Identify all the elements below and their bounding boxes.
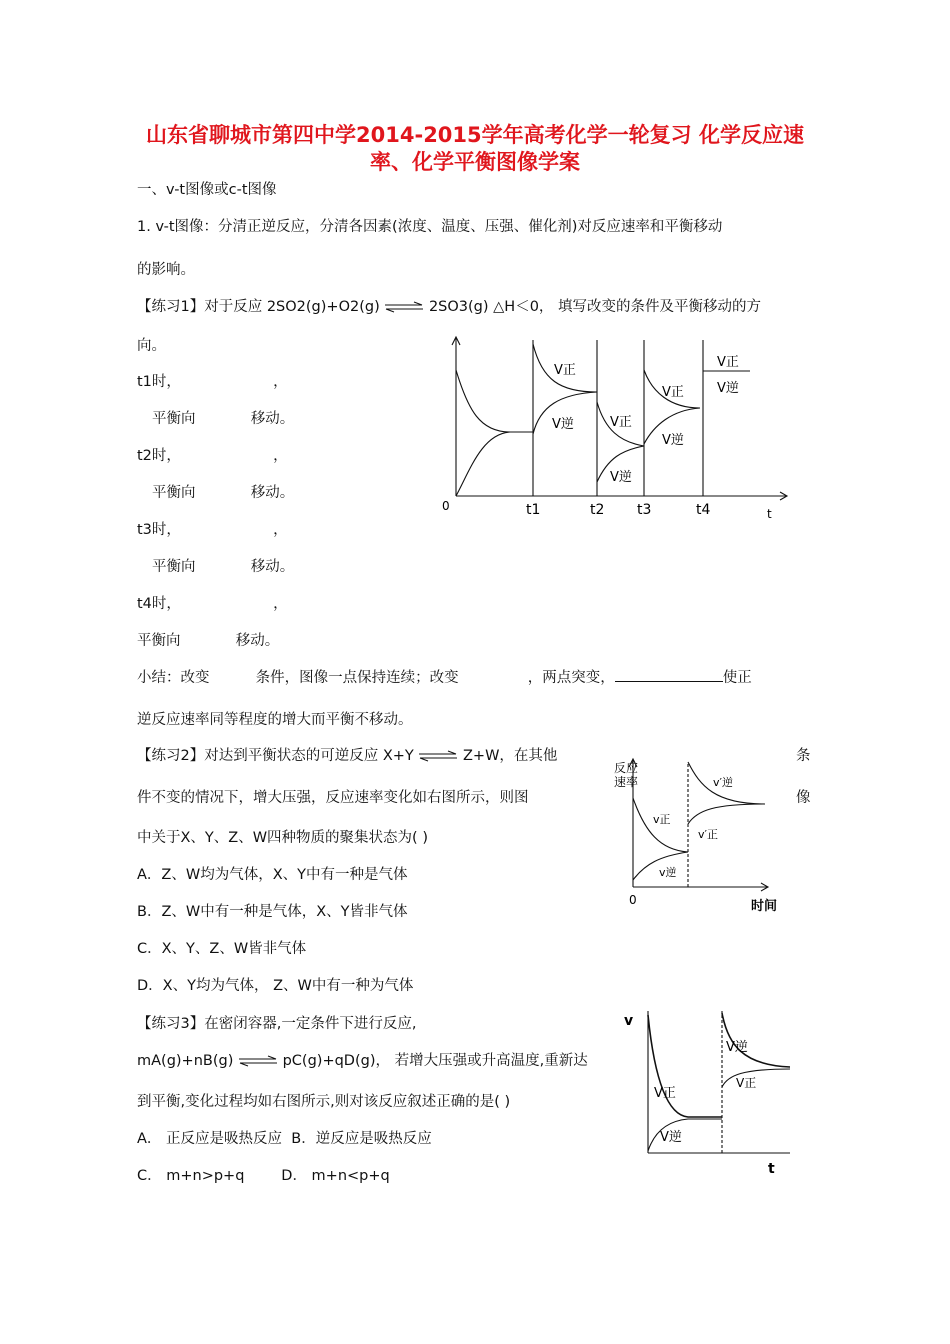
ex3-line2a: mA(g)+nB(g) — [137, 1053, 234, 1069]
ex2-option-d: D．X、Y均为气体， Z、W中有一种为气体 — [137, 978, 414, 994]
ex1-t1: t1时， ， — [137, 374, 288, 390]
ex1-line2: 向。 — [137, 338, 166, 354]
graph1-label-vz-1: V正 — [554, 363, 576, 378]
ex2-option-a: A．Z、W均为气体，X、Y中有一种是气体 — [137, 867, 408, 883]
item1-line1: 1. v-t图像：分清正逆反应，分清各因素(浓度、温度、压强、催化剂)对反应速率和平衡移动 — [137, 219, 723, 235]
ex2-line1 — [137, 744, 557, 765]
graph2-label-vn: v逆 — [659, 866, 677, 879]
ex1-prefix: 【练习1】对于反应 2SO2(g)+O2(g) — [137, 299, 380, 315]
graph1-label-vn-3: V逆 — [662, 433, 684, 448]
graph1-t4: t4 — [696, 502, 711, 518]
curve-v-forward-prime — [688, 804, 765, 824]
ex3-line2b: pC(g)+qD(g)， 若增大压强或升高温度,重新达 — [282, 1053, 588, 1069]
curve-v-forward-0 — [456, 370, 533, 432]
graph2-label-vzp: v′正 — [698, 828, 719, 841]
summary-part1: 小结：改变 条件，图像一点保持连续；改变 ，两点突变， — [137, 670, 615, 686]
graph3-label-vn1: V逆 — [726, 1040, 748, 1055]
ex2-right1: 条 — [796, 748, 811, 764]
graph1-t2: t2 — [590, 502, 605, 518]
ex2-line1a: 【练习2】对达到平衡状态的可逆反应 X+Y — [137, 748, 414, 764]
graph2-ylabel-1: 反应 — [614, 761, 639, 775]
graph1-label-vz-3: V正 — [662, 385, 684, 400]
ex1-t4: t4时， ， — [137, 596, 288, 612]
title-line-1: 山东省聊城市第四中学2014-2015学年高考化学一轮复习 化学反应速 — [146, 123, 804, 147]
graph2-origin: 0 — [629, 893, 637, 907]
ex1-t2-shift: 平衡向 移动。 — [152, 485, 295, 501]
summary-line1 — [137, 666, 752, 687]
item1-line2: 的影响。 — [137, 262, 195, 278]
ex2-option-c: C．X、Y、Z、W皆非气体 — [137, 941, 307, 957]
ex1-t2: t2时， ， — [137, 448, 288, 464]
graph2-ylabel-2: 速率 — [614, 775, 639, 789]
ex2-line2: 件不变的情况下，增大压强，反应速率变化如右图所示，则图 — [137, 790, 529, 806]
ex1-line1 — [137, 295, 761, 316]
graph2-label-vz: v正 — [653, 813, 671, 826]
ex2-line3: 中关于X、Y、Z、W四种物质的聚集状态为( ) — [137, 830, 428, 846]
ex3-options-cd: C． m+n>p+q D． m+n<p+q — [137, 1168, 390, 1184]
vt-graph-3 — [618, 1005, 798, 1180]
vt-graph-2 — [605, 752, 785, 917]
graph2-label-vnp: v′逆 — [713, 776, 734, 789]
graph2-xlabel: 时间 — [751, 899, 778, 914]
section-heading: 一、v-t图像或c-t图像 — [137, 182, 277, 198]
ex3-line1: 【练习3】在密闭容器,一定条件下进行反应, — [137, 1016, 417, 1032]
ex1-t4-shift: 平衡向 移动。 — [137, 633, 280, 649]
ex1-t1-shift: 平衡向 移动。 — [152, 411, 295, 427]
ex2-line1b: Z+W，在其他 — [463, 748, 558, 764]
equilibrium-arrow-icon — [418, 750, 458, 762]
summary-blank — [615, 667, 723, 682]
graph1-label-vz-2: V正 — [610, 415, 632, 430]
ex3-line3: 到平衡,变化过程均如右图所示,则对该反应叙述正确的是( ) — [137, 1094, 511, 1110]
graph3-t: t — [768, 1161, 775, 1177]
ex2-option-b: B．Z、W中有一种是气体，X、Y皆非气体 — [137, 904, 408, 920]
equilibrium-arrow-icon — [238, 1055, 278, 1067]
graph1-label-vz-4: V正 — [717, 355, 739, 370]
graph3-label-vz2: V正 — [654, 1086, 676, 1101]
graph3-label-vz1: V正 — [736, 1076, 757, 1090]
ex1-t3: t3时， ， — [137, 522, 288, 538]
equilibrium-arrow-icon — [384, 301, 424, 313]
page-title — [110, 122, 840, 176]
ex1-t3-shift: 平衡向 移动。 — [152, 559, 295, 575]
vt-graph-1 — [430, 330, 800, 525]
ex1-suffix: 2SO3(g) △H＜0， 填写改变的条件及平衡移动的方 — [428, 299, 762, 315]
graph1-label-vn-4: V逆 — [717, 381, 739, 396]
title-line-2: 率、化学平衡图像学案 — [370, 150, 580, 174]
graph3-v: v — [624, 1013, 634, 1029]
ex3-line2 — [137, 1049, 588, 1070]
summary-part2: 使正 — [722, 670, 752, 686]
graph1-t-axis: t — [767, 507, 772, 521]
summary-line2: 逆反应速率同等程度的增大而平衡不移动。 — [137, 712, 413, 728]
graph1-t1: t1 — [526, 502, 541, 518]
graph1-t3: t3 — [637, 502, 652, 518]
curve-v-forward — [648, 1015, 722, 1117]
ex2-right2: 像 — [796, 790, 811, 806]
graph3-label-vn2: V逆 — [660, 1130, 682, 1145]
ex3-options-ab: A． 正反应是吸热反应 B．逆反应是吸热反应 — [137, 1131, 432, 1147]
graph1-label-vn-1: V逆 — [552, 417, 574, 432]
graph1-label-vn-2: V逆 — [610, 470, 632, 485]
curve-v-reverse-0 — [456, 432, 510, 496]
graph1-origin: 0 — [442, 499, 450, 513]
